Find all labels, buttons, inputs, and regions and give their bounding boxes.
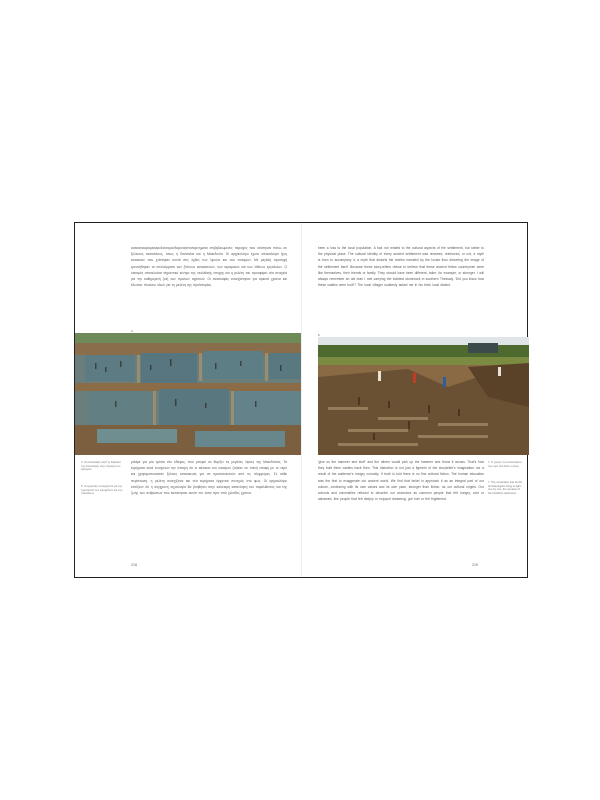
excavation-photo-water bbox=[75, 333, 302, 455]
right-body-top: been a loss to the local population. A fact not related to the cultural aspects of the settlement, but rather to the physical place. The cultural identity of every ancient settlement was renewed, reinforced, or not, a myth is born to accompany it, a myth that distorts the stories narrated by the locals thus distorting the image of the settlement itself. Because these story-tellers refuse to believe that these ancient fellow countrymen were like themselves, their friends or family. They should have been different, taller, for example, or stronger. I will always remember an old man I met carrying the bulkiest stonework in southern Thessaly, 'Did you know how these castles were built'? The local villager suddenly asked me in his thick local dialect. bbox=[318, 246, 484, 288]
left-page-number: 218 bbox=[131, 563, 137, 567]
right-page bbox=[302, 223, 529, 577]
right-page-number: 219 bbox=[472, 563, 478, 567]
excavation-photo-trench bbox=[318, 337, 529, 455]
left-body-bottom: μιλάμε για μία τρύπα στο έδαφος, που μπορεί να θυμίζει τις μεγάλες λίμνες της Μακεδονίας. Τα ευρήματα αυτά ενισχύουν την άποψη ότι οι κάτοικοι του οικισμού ζούσαν σε στενή επαφή με το νερό και χρησιμοποιούσαν ξύλινες κατασκευές για να προστατευτούν από τις πλημμύρες. Σε κάθε περίπτωση, η μελέτη συνεχίζεται και νέα ευρήματα έρχονται συνεχώς στο φως. Οι αρχαιολόγοι ελπίζουν ότι η σύγχρονη τεχνολογία θα βοηθήσει στην καλύτερη κατανόηση του παρελθόντος και της ζωής των ανθρώπων που κατοίκησαν αυτόν τον τόπο πριν από χιλιάδες χρόνια. bbox=[131, 460, 287, 496]
left-caption-2: 5. Οι εργασίες συνεχίζονται για την προστασία των ευρημάτων και των πασσάλων. bbox=[81, 485, 123, 496]
left-caption-1: 4. Οι ανασκαφές κατά τη διάρκεια της ανασκαφής στην περιοχή του οικισμού. bbox=[81, 461, 121, 472]
right-caption-2: 7. The excavation site as the archaeologists bring to light, one by one, the remains of the Neolithic settlement. bbox=[488, 481, 523, 495]
book-spread bbox=[74, 222, 528, 578]
left-body-top: ανακατακεραμεικεροδοντομανδαρινοηστοπορνηματα επιβεβαιωμένες περιοχές που κτίστηκαν πάνω σε ξύλινους πασσάλους, όπως η Θεσσαλία και η Μακεδονία. Οι αρχαιολόγοι έχουν αποκαλύψει ίχνη κατοικιών που χτίστηκαν κοντά στις όχθες των λιμνών και των ποταμών. Με μεγάλη προσοχή ερευνήθηκαν τα υπολείμματα των ξύλινων κατασκευών, των κεραμικών και των λίθινων εργαλείων. Ο οικισμός αποτελούσε σημαντικό κέντρο της νεολιθικής εποχής και η μελέτη του προσφέρει νέα στοιχεία για την καθημερινή ζωή των πρώτων αγροτών. Οι ανασκαφές συνεχίστηκαν για αρκετά χρόνια και έδωσαν πλούσιο υλικό για τη μελέτη της προϊστορίας. bbox=[131, 246, 287, 288]
figure-number-left: 4 bbox=[131, 329, 133, 333]
right-body-bottom: 'give us the hammer and stuff' and the others would pick up the hammer and throw it across. That's how they built them castles back then. This distortion is not just a figment of the storyteller's imagination nor a result of the audience's hungry curiosity. If truth is told there is no fine cultural fiction. The human education was the first to exaggerate our ancient world. We find that belief in approach it as an integral part of our culture, continuing with its own values and its own pace, stronger than fiction, as our cultural origins. Our schools and universities refused to describe our ancestors as common people that felt hungry, cold or ashamed, like people that felt deeply or enjoyed dreaming, got hurt or felt frightened. bbox=[318, 460, 484, 502]
left-page bbox=[75, 223, 302, 577]
right-caption-1: 7. Ο χώρος των ανασκαφών, την ώρα που έδυε ο ήλιος. bbox=[488, 461, 523, 468]
figure-number-right: 6 bbox=[318, 333, 320, 337]
